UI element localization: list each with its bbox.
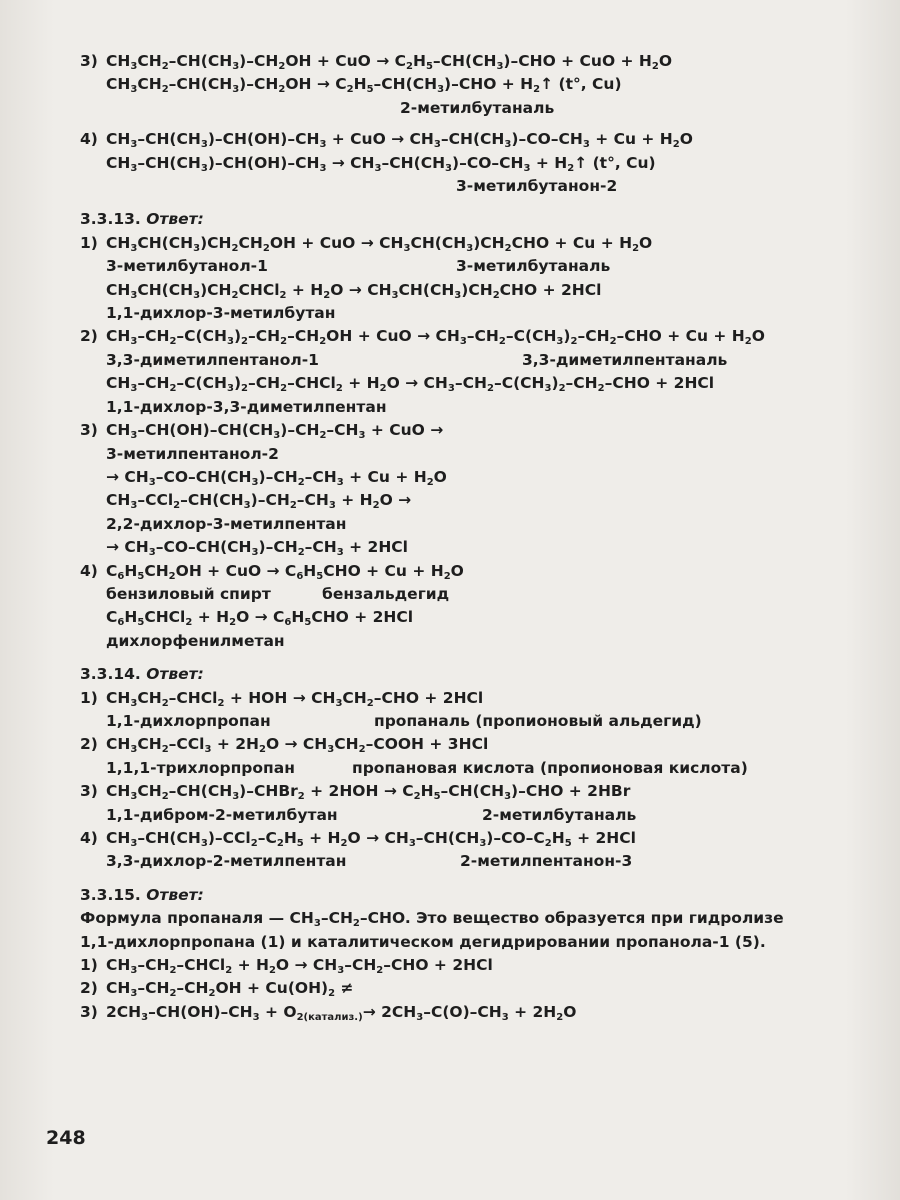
compound-name-line: бензиловый спирт бензальдегид (106, 584, 450, 603)
equation-line: → $CH_3-CO-CH(CH_3)-CH_2-CH_3 + Cu + H_2O$ (106, 467, 447, 488)
section-heading: 3.3.14. Ответ: (80, 665, 204, 684)
paragraph-line: Формула пропаналя — $CH_3-CH_2$–CHO. Это вещество образуется при гидролизе (80, 909, 784, 930)
equation-line: $CH_3-CH(CH_3)-CH(OH)-CH_3 \to CH_3-CH(CH_3)-CO-CH_3$ + $H_2↑$ (t°, Cu) (106, 153, 656, 174)
compound-name-line: 3-метилбутанол-1 3-метилбутаналь (106, 257, 611, 276)
compound-name-line: 3-метилпентанол-2 (106, 444, 279, 463)
page-number: 248 (46, 1127, 86, 1149)
equation-line: 1) $CH_3CH_2-CHCl_2$ + HOH → $CH_3CH_2$–CHO + 2HCl (80, 688, 484, 709)
equation-line: $CH_3CH_2-CH(CH_3)-CH_2OH \to C_2H_5-CH(CH_3)-CHO$ + $H_2↑$ (t°, Cu) (106, 75, 622, 96)
page-content (80, 50, 880, 1024)
equation-line: 4) $CH_3-CH(CH_3)-CH(OH)-CH_3$ + CuO → $CH_3-CH(CH_3)-CO-CH_3 + Cu + H_2O$ (80, 130, 693, 151)
compound-name-line: 1,1-дибром-2-метилбутан 2-метилбутаналь (106, 805, 637, 824)
equation-line: 3) $CH_3CH_2-CH(CH_3)-CH_2OH$ + CuO → $C_2H_5-CH(CH_3)$–CHO + CuO + $H_2O$ (80, 52, 673, 72)
compound-name-line: 1,1-дихлорпропан пропаналь (пропионовый альдегид) (106, 711, 702, 730)
section-heading: 3.3.13. Ответ: (80, 210, 204, 229)
equation-line: 4) $CH_3-CH(CH_3)-CCl_2-C_2H_5 + H_2O \to CH_3-CH(CH_3)-CO-C_2H_5 + 2HCl$ (80, 829, 636, 849)
compound-name-line: 1,1,1-трихлорпропан пропановая кислота (пропионовая кислота) (106, 758, 748, 777)
equation-line: 1) $CH_3CH(CH_3)CH_2CH_2OH$ + CuO → $CH_3CH(CH_3)CH_2CHO + Cu + H_2O$ (80, 233, 653, 254)
compound-name-line: 2,2-дихлор-3-метилпентан (106, 514, 347, 533)
equation-line: 3) $CH_3-CH(OH)-CH(CH_3)-CH_2-CH_3$ + CuO → (80, 421, 444, 442)
equation-line: 1) $CH_3-CH_2-CHCl_2 + H_2O \to CH_3-CH_2-CHO + 2HCl$ (80, 956, 493, 977)
compound-name-line: 1,1-дихлор-3,3-диметилпентан (106, 397, 387, 416)
equation-line: $CH_3-CCl_2-CH(CH_3)-CH_2-CH_3 + H_2O$ → (106, 491, 412, 512)
equation-line: $CH_3CH(CH_3)CH_2CHCl_2 + H_2O \to CH_3CH(CH_3)CH_2CHO + 2HCl$ (106, 280, 602, 301)
compound-name-line: 3-метилбутанон-2 (456, 177, 618, 196)
compound-name-line: 3,3-диметилпентанол-1 3,3-диметилпентаналь (106, 350, 728, 369)
compound-name-line: 1,1-дихлор-3-метилбутан (106, 304, 336, 323)
equation-line: $CH_3-CH_2-C(CH_3)_2-CH_2-CHCl_2 + H_2O \to CH_3-CH_2-C(CH_3)_2-CH_2-CHO + 2HCl$ (106, 374, 715, 395)
paragraph-line: 1,1-дихлорпропана (1) и каталитическом дегидрировании пропанола-1 (5). (80, 932, 766, 951)
section-heading: 3.3.15. Ответ: (80, 885, 204, 904)
compound-name-line: 3,3-дихлор-2-метилпентан 2-метилпентанон-3 (106, 852, 633, 871)
equation-line: $C_6H_5CHCl_2 + H_2O \to C_6H_5CHO + 2HCl$ (106, 608, 414, 629)
equation-line: 2) $CH_3-CH_2-CH_2OH + Cu(OH)_2$ ≠ (80, 979, 354, 1000)
compound-name-line: дихлорфенилметан (106, 631, 285, 650)
equation-line: 2) $CH_3CH_2-CCl_3 + 2H_2O$ → $CH_3CH_2$–COOH + 3HCl (80, 735, 489, 756)
equation-line: → $CH_3-CO-CH(CH_3)-CH_2-CH_3 + 2HCl$ (106, 538, 408, 559)
spacer (80, 120, 880, 128)
compound-name-line: 2-метилбутаналь (400, 98, 555, 117)
equation-line: 3) $2CH_3-CH(OH)-CH_3 + O_{2(катализ.)}\to 2CH_3-C(O)-CH_3 + 2H_2O$ (80, 1002, 577, 1023)
equation-line: 2) $CH_3-CH_2-C(CH_3)_2-CH_2-CH_2OH$ + CuO → $CH_3-CH_2-C(CH_3)_2-CH_2$–CHO + $Cu + H_2O$ (80, 327, 765, 348)
equation-line: 4) $C_6H_5CH_2OH$ + CuO → $C_6H_5CHO + Cu + H_2O$ (80, 561, 464, 582)
equation-line: 3) $CH_3CH_2-CH(CH_3)-CHBr_2 + 2HOH \to C_2H_5-CH(CH_3)-CHO + 2HBr$ (80, 782, 631, 803)
